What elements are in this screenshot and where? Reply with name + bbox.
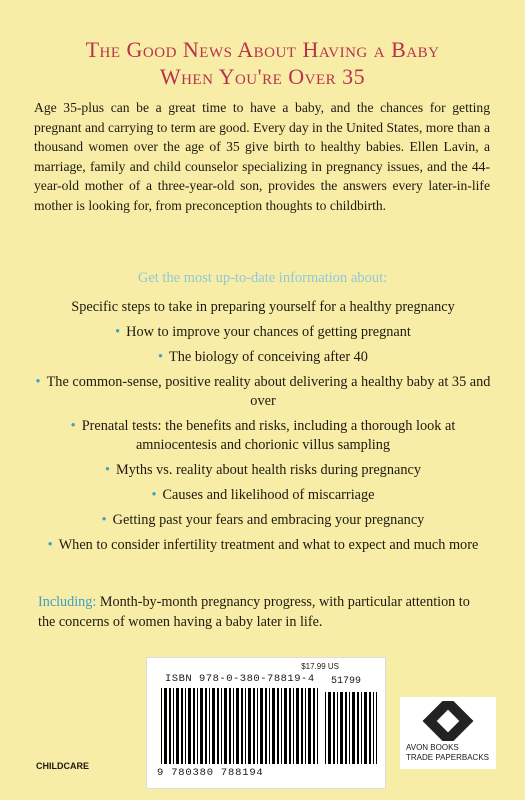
bullet-dot-icon: • — [101, 512, 107, 528]
book-title — [0, 36, 525, 90]
publisher-line-2: TRADE PAPERBACKS — [406, 753, 489, 762]
price-label: $17.99 US — [301, 662, 339, 671]
bullet-text: Specific steps to take in preparing yourself for a healthy pregnancy — [71, 299, 455, 315]
bullet-text: The common-sense, positive reality about delivering a healthy baby at 35 and over — [46, 374, 491, 409]
bullet-dot-icon: • — [115, 324, 121, 340]
bullet-dot-icon: • — [70, 418, 76, 434]
isbn-label: ISBN 978-0-380-78819-4 — [165, 673, 315, 685]
bullet-item — [30, 417, 496, 455]
bullet-item — [30, 536, 496, 555]
bullet-text: The biology of conceiving after 40 — [169, 349, 368, 365]
bullet-item — [30, 511, 496, 530]
addon-digits: 51799 — [331, 676, 362, 687]
bullet-item — [30, 373, 496, 411]
publisher-line-1: AVON BOOKS — [406, 743, 459, 752]
title-line-2: When You're Over 35 — [159, 64, 366, 89]
bullet-item — [30, 323, 496, 342]
bullet-text: Causes and likelihood of miscarriage — [162, 487, 375, 503]
bullet-item — [30, 486, 496, 505]
including-paragraph — [38, 592, 488, 632]
bullet-text: Myths vs. reality about health risks during pregnancy — [116, 462, 421, 478]
ean-digits: 9 780380 788194 — [157, 767, 264, 779]
title-line-1: The Good News About Having a Baby — [85, 37, 440, 62]
bullet-dot-icon: • — [158, 349, 164, 365]
category-label: CHILDCARE — [36, 761, 89, 771]
publisher-box — [400, 697, 496, 769]
info-subheading: Get the most up-to-date information about: — [137, 270, 388, 286]
including-text: Month-by-month pregnancy progress, with particular attention to the concerns of women having a baby later in life. — [38, 594, 470, 630]
addon-barcode-bars — [325, 692, 377, 764]
avon-logo-icon — [420, 701, 476, 741]
bullet-dot-icon: • — [47, 537, 53, 553]
bullet-item — [30, 348, 496, 367]
bullet-text: How to improve your chances of getting pregnant — [126, 324, 411, 340]
bullet-dot-icon: • — [151, 487, 157, 503]
bullet-text: Prenatal tests: the benefits and risks, including a thorough look at amniocentesis and chorionic villus sampling — [81, 418, 456, 453]
bullet-dot-icon: • — [35, 374, 41, 390]
intro-paragraph: Age 35-plus can be a great time to have a baby, and the chances for getting pregnant and carrying to term are good. Every day in the United States, more than a thousand women over the age of 35 give birth to healthy babies. Ellen Lavin, a marriage, family and child counselor specializing in pregnancy issues, and the 44-year-old mother of a three-year-old son, provides the answers every later-in-life mother is looking for, from preconception thoughts to childbirth. — [34, 100, 490, 213]
bullet-dot-icon: • — [105, 462, 111, 478]
bullet-item — [30, 461, 496, 480]
bullet-text: Getting past your fears and embracing your pregnancy — [112, 512, 425, 528]
barcode-block — [146, 657, 386, 789]
bullet-text: When to consider infertility treatment and what to expect and much more — [58, 537, 479, 553]
bullet-item — [30, 298, 496, 317]
ean-barcode-bars — [161, 688, 319, 764]
including-lead: Including: — [38, 594, 97, 610]
bullet-list — [30, 298, 496, 561]
